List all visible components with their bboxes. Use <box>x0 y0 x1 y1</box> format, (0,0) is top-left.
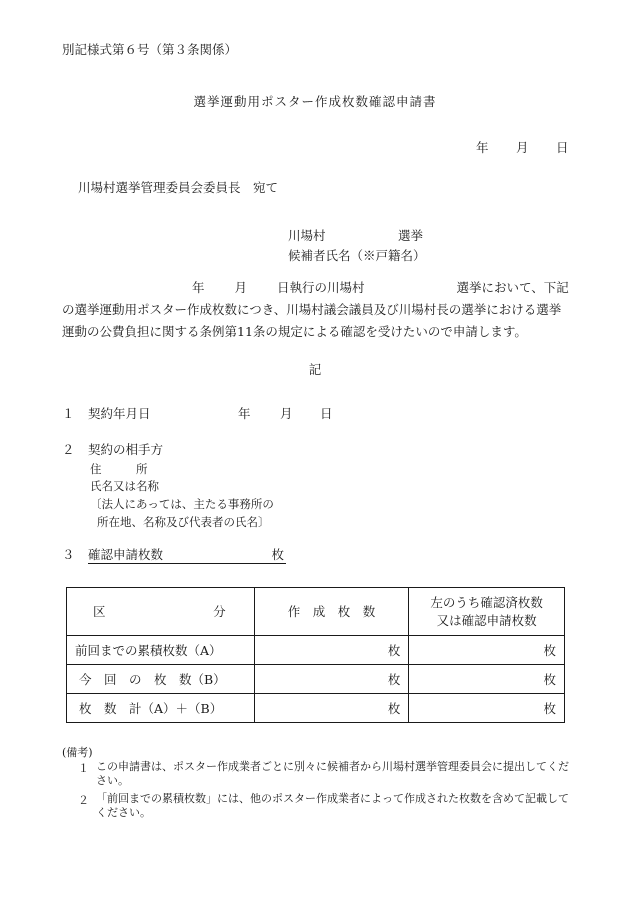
item2-name: 氏名又は名称 <box>90 479 159 493</box>
row-label: 今 回 の 枚 数（B） <box>67 665 255 694</box>
notes-heading: (備考) <box>62 746 93 759</box>
body-date-exec: 日執行の川場村 <box>277 280 365 295</box>
note1-number: １ <box>78 762 89 775</box>
item2-number: ２ <box>62 442 75 457</box>
note2-number: ２ <box>78 794 89 807</box>
table-row <box>67 636 565 665</box>
item3-field <box>88 545 286 564</box>
row-confirmed-cell: 枚 <box>409 665 565 694</box>
item1-day: 日 <box>320 406 333 421</box>
row-confirmed-cell: 枚 <box>409 694 565 723</box>
candidate-name-label: 候補者氏名（※戸籍名） <box>288 248 426 263</box>
item3-number: ３ <box>62 547 75 562</box>
form-label: 別記様式第６号（第３条関係） <box>62 42 238 57</box>
item3-label: 確認申請枚数 <box>88 547 164 562</box>
header-category-a: 区 <box>93 603 106 619</box>
candidate-election: 選挙 <box>398 228 424 243</box>
header-confirmed-line1: 左のうち確認済枚数 <box>430 594 543 610</box>
ki-heading: 記 <box>308 362 322 377</box>
body-month: 月 <box>234 280 248 295</box>
request-paragraph <box>62 277 572 343</box>
page-title: 選挙運動用ポスター作成枚数確認申請書 <box>193 94 437 109</box>
table-row <box>67 665 565 694</box>
body-year: 年 <box>192 280 205 295</box>
row-confirmed-cell: 枚 <box>409 636 565 665</box>
header-confirmed <box>409 588 565 636</box>
row-label: 前回までの累積枚数（A） <box>67 636 255 665</box>
item2-note2: 所在地、名称及び代表者の氏名〕 <box>97 515 270 529</box>
header-category <box>67 588 255 636</box>
body-election: 選挙において、下記の選挙運 <box>62 280 569 317</box>
addressee: 川場村選挙管理委員会委員長 宛て <box>78 180 279 195</box>
item2-address: 住 所 <box>90 462 148 476</box>
table-header-row <box>67 588 565 636</box>
note1-text: この申請書は、ポスター作成業者ごとに別々に候補者から川場村選挙管理委員会に提出してください。 <box>96 760 569 787</box>
row-created-cell: 枚 <box>254 694 409 723</box>
row-created-cell: 枚 <box>254 665 409 694</box>
item3-unit: 枚 <box>271 547 284 562</box>
header-created: 作 成 枚 数 <box>254 588 409 636</box>
item1-year: 年 <box>238 406 251 421</box>
row-label: 枚 数 計（A）＋（B） <box>67 694 255 723</box>
row-created-cell: 枚 <box>254 636 409 665</box>
item1-number: １ <box>62 406 75 421</box>
date-month: 月 <box>516 140 529 155</box>
item1-label: 契約年月日 <box>88 406 151 421</box>
item2-note1: 〔法人にあっては、主たる事務所の <box>90 497 274 511</box>
item2-label: 契約の相手方 <box>88 442 164 457</box>
date-year: 年 <box>476 140 489 155</box>
count-table <box>66 587 565 723</box>
note2-text: 「前回までの累積枚数」には、他のポスター作成業者によって作成された枚数を含めて記載してください。 <box>96 792 569 819</box>
candidate-village: 川場村 <box>288 228 326 243</box>
item1-month: 月 <box>280 406 293 421</box>
body-rest: 動用ポスター作成枚数につき、川場村議会議員及び川場村長の選挙における選挙運動の公費負担に関する条例第11条の規定による確認を受けたいので申請します。 <box>62 302 562 339</box>
table-row <box>67 694 565 723</box>
date-day: 日 <box>556 140 569 155</box>
header-confirmed-line2: 又は確認申請枚数 <box>436 612 537 628</box>
header-category-b: 分 <box>213 603 226 619</box>
